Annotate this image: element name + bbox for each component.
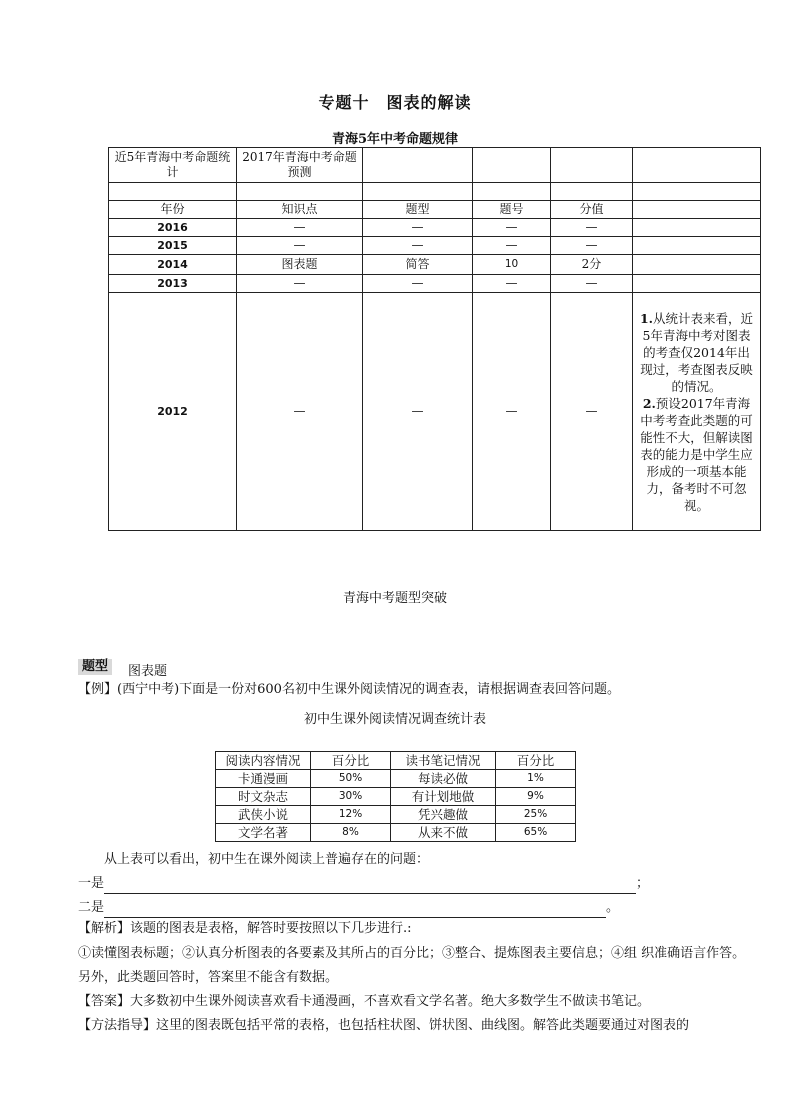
exam-statistics-table <box>108 147 761 531</box>
blank-line[interactable] <box>104 879 336 894</box>
answer-blank-1: 一是 ； <box>78 874 649 894</box>
stats-head-cell: 2017年青海中考命题预测 <box>237 148 363 183</box>
stats-header-year: 年份 <box>109 201 237 219</box>
table-row: 卡通漫画 50% 每读必做 1% <box>216 770 576 788</box>
stats-header-num: 题号 <box>473 201 551 219</box>
table-row: 武侠小说 12% 凭兴趣做 25% <box>216 806 576 824</box>
analysis-steps: ①读懂图表标题；②认真分析图表的各要素及其所占的百分比；③整合、提炼图表主要信息；④组 织准确语言作答。另外，此类题回答时，答案里不能含有数据。 <box>78 946 746 985</box>
method-guide: 【方法指导】这里的图表既包括平常的表格，也包括柱状图、饼状图、曲线图。解答此类题要通过对图表的 <box>78 1018 690 1033</box>
table-row: 2013 — — — — <box>109 275 761 293</box>
table-row: 2016 — — — — <box>109 219 761 237</box>
note-number: 2. <box>642 395 656 411</box>
table-row: 阅读内容情况 百分比 读书笔记情况 百分比 <box>216 752 576 770</box>
note-text: 预设2017年青海中考考查此类题的可能性不大，但解读图表的能力是中学生应形成的一项基本能力，备考时不可忽视。 <box>640 395 753 513</box>
note-text: 从统计表来看，近5年青海中考对图表的考查仅2014年出现过，考查图表反映的情况。 <box>640 310 754 394</box>
stats-header-topic: 知识点 <box>237 201 363 219</box>
answer-blank-2: 二是 。 <box>78 898 619 918</box>
answer-text: 【答案】大多数初中生课外阅读喜欢看卡通漫画，不喜欢看文学名著。绝大多数学生不做读书笔记。 <box>78 994 651 1009</box>
survey-table <box>215 751 576 842</box>
question-type-text: 图表题 <box>128 664 168 679</box>
blank-line[interactable] <box>104 903 606 918</box>
blank-line[interactable] <box>336 879 636 894</box>
table-row: 时文杂志 30% 有计划地做 9% <box>216 788 576 806</box>
table-row: 2014 图表题 简答 10 2分 <box>109 255 761 275</box>
table-row: 2015 — — — — <box>109 237 761 255</box>
question-type-tag: 题型 <box>78 659 112 675</box>
survey-title: 初中生课外阅读情况调查统计表 <box>303 712 486 727</box>
section-subtitle: 青海5年中考命题规律 <box>331 132 459 147</box>
table-row: 文学名著 8% 从来不做 65% <box>216 824 576 842</box>
prediction-note <box>633 293 761 531</box>
table-row: 2012 — — — — 1.从统计表来看，近5年青海中考对图表的考查仅2014年出现过，考查图表反映的情况。 2.预设2017年青海中考考查此类题的可能性不大，但解读图表的能力是中学生应形成的一项基本能力，备考时不可忽视。 <box>109 293 761 531</box>
page-title: 专题十 图表的解读 <box>318 93 472 112</box>
example-prompt: 【例】(西宁中考)下面是一份对600名初中生课外阅读情况的调查表，请根据调查表回答问题。 <box>78 682 620 697</box>
stats-header-type: 题型 <box>363 201 473 219</box>
section-heading: 青海中考题型突破 <box>342 591 447 606</box>
stats-head-cell: 近5年青海中考命题统计 <box>109 148 237 183</box>
question-text: 从上表可以看出，初中生在课外阅读上普遍存在的问题： <box>104 852 430 867</box>
analysis-heading: 【解析】该题的图表是表格，解答时要按照以下几步进行.: <box>78 921 412 936</box>
note-number: 1. <box>639 310 654 326</box>
stats-header-score: 分值 <box>551 201 633 219</box>
